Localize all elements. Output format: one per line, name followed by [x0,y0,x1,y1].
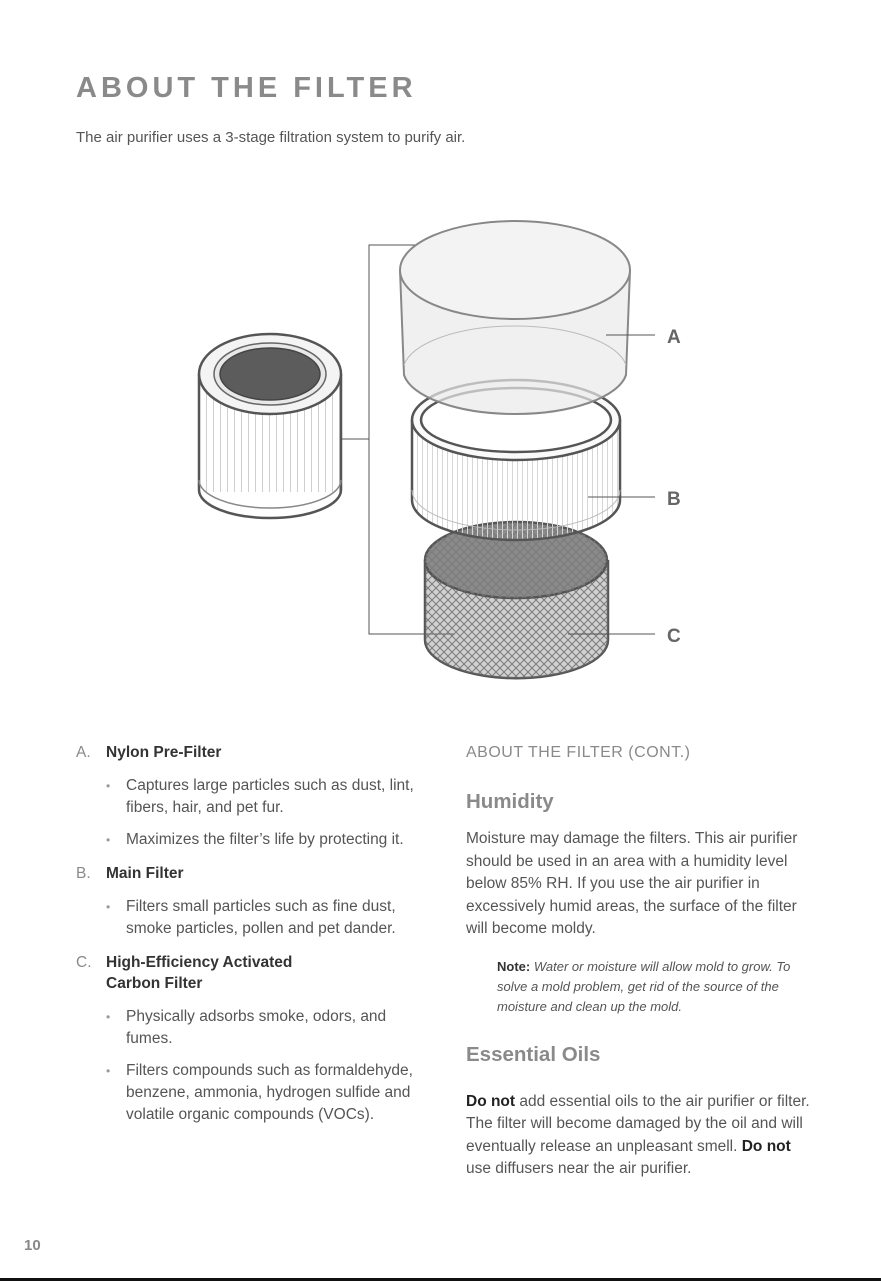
section-title: Nylon Pre-Filter [106,744,222,761]
list-item: • Filters small particles such as fine dust, smoke particles, pollen and pet dander. [106,898,396,937]
section-title: Main Filter [106,865,184,882]
list-item: • Captures large particles such as dust, lint, fibers, hair, and pet fur. [106,777,414,816]
section-title: High-Efficiency Activated Carbon Filter [106,954,293,992]
section-letter: C. [76,954,92,971]
essential-oils-text: Do not add essential oils to the air purifier or filter. The filter will become damaged by the oil and will eventually release an unpleasant smell. Do not use diffusers near the air purifier. [466,1092,810,1177]
filter-stages [76,742,436,1136]
intro-text: The air purifier uses a 3-stage filtration system to purify air. [76,129,466,146]
section-letter: A. [76,744,91,761]
note-text: Water or moisture will allow mold to grow. To solve a mold problem, get rid of the source of the moisture and clean up the mold. [497,958,791,1014]
callout-b: B [667,489,681,510]
list-item: • Physically adsorbs smoke, odors, and fumes. [106,1008,387,1047]
section-main-filter [76,863,436,940]
section-carbon-filter [76,952,436,1126]
list-item: • Maximizes the filter’s life by protecting it. [106,831,404,848]
section-letter: B. [76,865,91,882]
page-number: 10 [24,1237,41,1254]
continued-heading: ABOUT THE FILTER (CONT.) [466,744,691,761]
humidity-heading: Humidity [466,790,554,813]
note-label: Note: [497,958,531,974]
essential-oils-heading: Essential Oils [466,1042,601,1066]
callout-c: C [667,626,681,647]
humidity-text: Moisture may damage the filters. This air purifier should be used in an area with a humidity level below 85% RH. If you use the air purifier in excessively humid areas, the surface of the filter will become moldy. [466,830,798,937]
section-nylon-prefilter [76,742,436,851]
filter-care [466,742,816,1181]
nylon-prefilter [400,221,630,414]
list-item: • Filters compounds such as formaldehyde, benzene, ammonia, hydrogen sulfide and volatile organic compounds (VOCs). [106,1062,413,1123]
humidity-note [497,957,816,1017]
filter-diagram [0,180,881,710]
assembled-filter [199,334,342,518]
page-title: ABOUT THE FILTER [76,72,417,104]
carbon-filter [425,522,608,678]
callout-a: A [667,327,681,348]
